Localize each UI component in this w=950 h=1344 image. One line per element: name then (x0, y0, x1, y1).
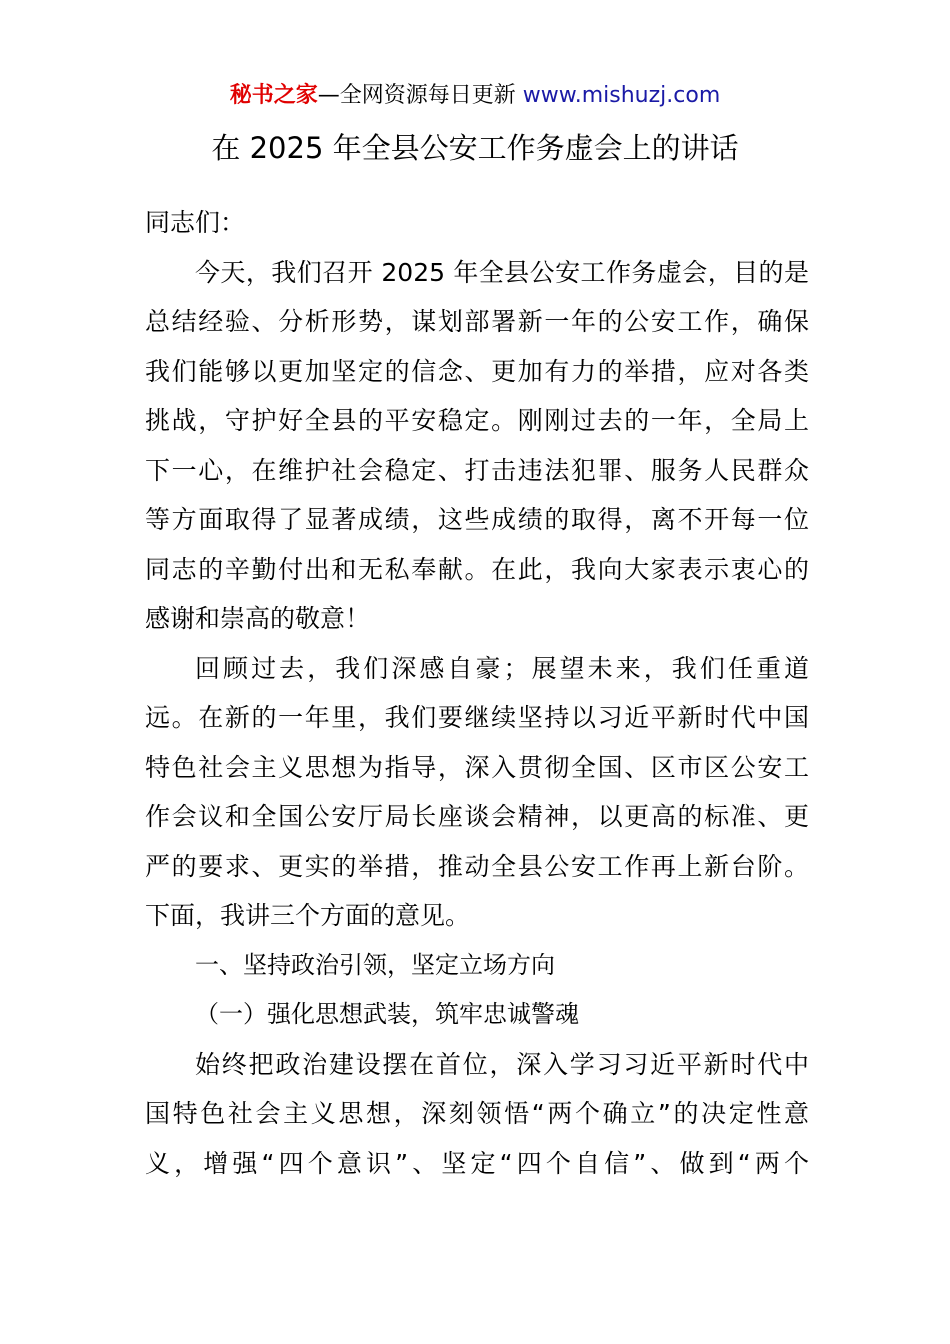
paragraph-line: 同志的辛勤付出和无私奉献。在此，我向大家表示衷心的 (145, 554, 809, 584)
paragraph-line: 国特色社会主义思想，深刻领悟“两个确立”的决定性意 (145, 1099, 809, 1128)
paragraph-line: 远。在新的一年里，我们要继续坚持以习近平新时代中国 (145, 703, 809, 732)
paragraph-line: 我们能够以更加坚定的信念、更加有力的举措，应对各类 (145, 356, 809, 386)
paragraph-line: 特色社会主义思想为指导，深入贯彻全国、区市区公安工 (145, 752, 809, 782)
banner-brand: 秘书之家 (229, 83, 318, 108)
paragraph-line: 作会议和全国公安厅局长座谈会精神，以更高的标准、更 (145, 802, 809, 831)
document-title: 在 2025 年全县公安工作务虚会上的讲话 (211, 131, 739, 165)
paragraph-line: 下一心，在维护社会稳定、打击违法犯罪、服务人民群众 (145, 455, 809, 485)
salutation-line: 同志们： (145, 208, 246, 237)
paragraph-line: 义，增强“四个意识”、坚定“四个自信”、做到“两个 (145, 1148, 809, 1178)
paragraph-line: 总结经验、分析形势，谋划部署新一年的公安工作，确保 (145, 307, 809, 336)
paragraph-line: 回顾过去，我们深感自豪；展望未来，我们任重道 (195, 653, 809, 683)
site-banner (0, 80, 950, 112)
banner-tagline: —全网资源每日更新 (317, 83, 523, 108)
document-body (145, 198, 809, 1188)
section-heading: 一、坚持政治引领，坚定立场方向 (195, 950, 555, 979)
paragraph-line: 感谢和崇高的敬意！ (145, 604, 371, 633)
subsection-heading: （一）强化思想武装，筑牢忠诚警魂 (195, 1000, 579, 1028)
paragraph-line: 挑战，守护好全县的平安稳定。刚刚过去的一年，全局上 (145, 406, 809, 435)
paragraph-line: 始终把政治建设摆在首位，深入学习习近平新时代中 (195, 1049, 809, 1079)
paragraph-line: 严的要求、更实的举措，推动全县公安工作再上新台阶。 (145, 851, 809, 881)
paragraph-line: 下面，我讲三个方面的意见。 (145, 901, 471, 930)
paragraph-line: 今天，我们召开 2025 年全县公安工作务虚会，目的是 (195, 257, 809, 287)
banner-url-link[interactable]: www.mishuzj.com (522, 83, 721, 108)
paragraph-line: 等方面取得了显著成绩，这些成绩的取得，离不开每一位 (145, 505, 809, 534)
